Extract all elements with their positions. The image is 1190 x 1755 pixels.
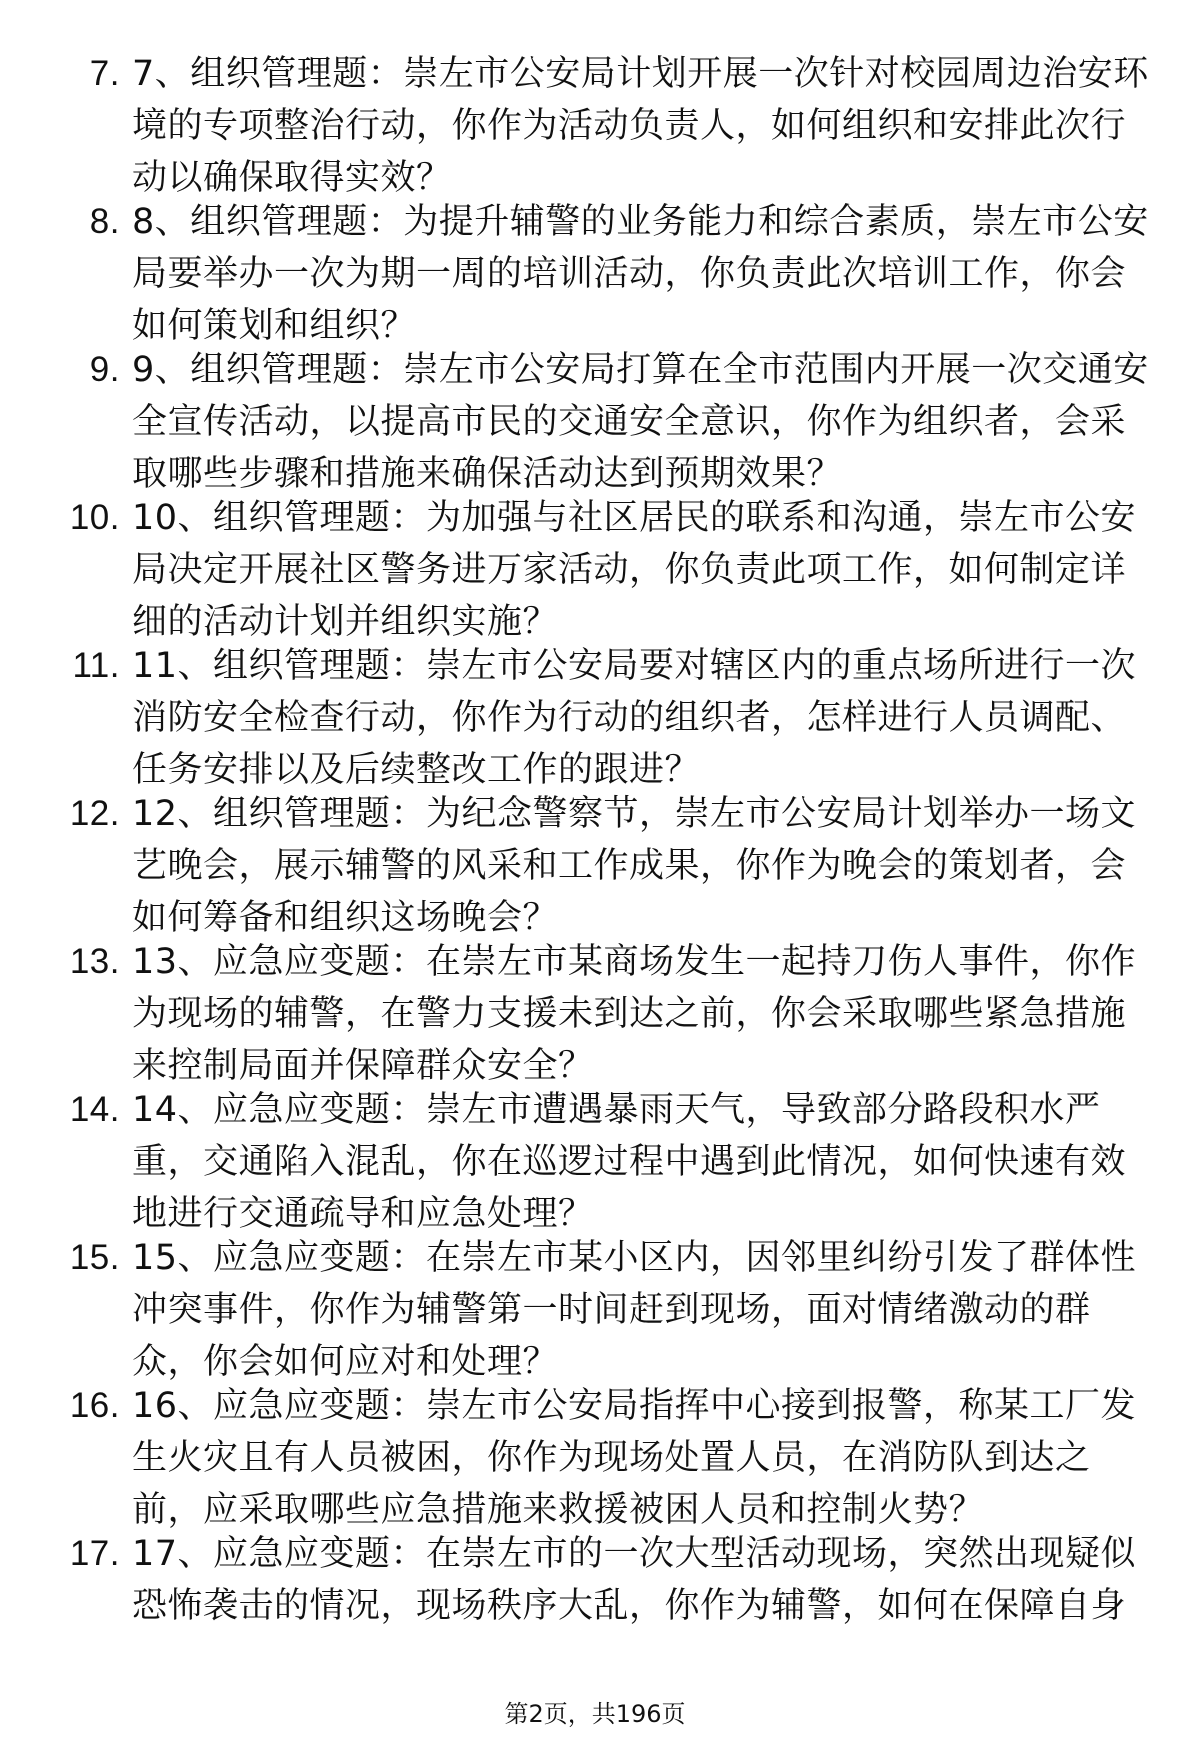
question-text: 17、应急应变题：在崇左市的一次大型活动现场，突然出现疑似恐怖袭击的情况，现场秩序大乱，你作为辅警，如何在保障自身 bbox=[132, 1534, 1137, 1626]
question-text: 7、组织管理题：崇左市公安局计划开展一次针对校园周边治安环境的专项整治行动，你作为活动负责人，如何组织和安排此次行动以确保取得实效？ bbox=[132, 54, 1149, 198]
question-item-9 bbox=[60, 344, 1150, 492]
question-item-17 bbox=[60, 1528, 1150, 1676]
question-number: 8. bbox=[89, 202, 120, 241]
question-list bbox=[60, 48, 1150, 1676]
question-item-15 bbox=[60, 1232, 1150, 1380]
question-item-14 bbox=[60, 1084, 1150, 1232]
question-text: 15、应急应变题：在崇左市某小区内，因邻里纠纷引发了群体性冲突事件，你作为辅警第一时间赶到现场，面对情绪激动的群众，你会如何应对和处理？ bbox=[132, 1238, 1137, 1382]
question-item-11 bbox=[60, 640, 1150, 788]
question-text: 9、组织管理题：崇左市公安局打算在全市范围内开展一次交通安全宣传活动，以提高市民的交通安全意识，你作为组织者，会采取哪些步骤和措施来确保活动达到预期效果？ bbox=[132, 350, 1149, 494]
question-number: 12. bbox=[69, 794, 120, 833]
question-text: 14、应急应变题：崇左市遭遇暴雨天气，导致部分路段积水严重，交通陷入混乱，你在巡逻过程中遇到此情况，如何快速有效地进行交通疏导和应急处理？ bbox=[132, 1090, 1127, 1234]
question-number: 9. bbox=[89, 350, 120, 389]
page-footer bbox=[0, 1694, 1190, 1729]
question-number: 7. bbox=[89, 54, 120, 93]
question-text: 8、组织管理题：为提升辅警的业务能力和综合素质，崇左市公安局要举办一次为期一周的培训活动，你负责此次培训工作，你会如何策划和组织？ bbox=[132, 202, 1149, 346]
question-item-7 bbox=[60, 48, 1150, 196]
question-text: 12、组织管理题：为纪念警察节，崇左市公安局计划举办一场文艺晚会，展示辅警的风采和工作成果，你作为晚会的策划者，会如何筹备和组织这场晚会？ bbox=[132, 794, 1137, 938]
question-number: 16. bbox=[69, 1386, 120, 1425]
question-item-8 bbox=[60, 196, 1150, 344]
question-text: 16、应急应变题：崇左市公安局指挥中心接到报警，称某工厂发生火灾且有人员被困，你作为现场处置人员，在消防队到达之前，应采取哪些应急措施来救援被困人员和控制火势？ bbox=[132, 1386, 1137, 1530]
question-number: 13. bbox=[69, 942, 120, 981]
question-item-12 bbox=[60, 788, 1150, 936]
question-item-16 bbox=[60, 1380, 1150, 1528]
question-number: 10. bbox=[69, 498, 120, 537]
page-number-label: 第2页，共196页 bbox=[504, 1700, 686, 1728]
question-text: 11、组织管理题：崇左市公安局要对辖区内的重点场所进行一次消防安全检查行动，你作为行动的组织者，怎样进行人员调配、任务安排以及后续整改工作的跟进？ bbox=[132, 646, 1137, 790]
question-number: 11. bbox=[72, 646, 120, 685]
question-item-10 bbox=[60, 492, 1150, 640]
question-text: 13、应急应变题：在崇左市某商场发生一起持刀伤人事件，你作为现场的辅警，在警力支援未到达之前，你会采取哪些紧急措施来控制局面并保障群众安全？ bbox=[132, 942, 1137, 1086]
question-number: 14. bbox=[69, 1090, 120, 1129]
question-number: 17. bbox=[69, 1534, 120, 1573]
question-item-13 bbox=[60, 936, 1150, 1084]
question-number: 15. bbox=[69, 1238, 120, 1277]
question-text: 10、组织管理题：为加强与社区居民的联系和沟通，崇左市公安局决定开展社区警务进万家活动，你负责此项工作，如何制定详细的活动计划并组织实施？ bbox=[132, 498, 1137, 642]
